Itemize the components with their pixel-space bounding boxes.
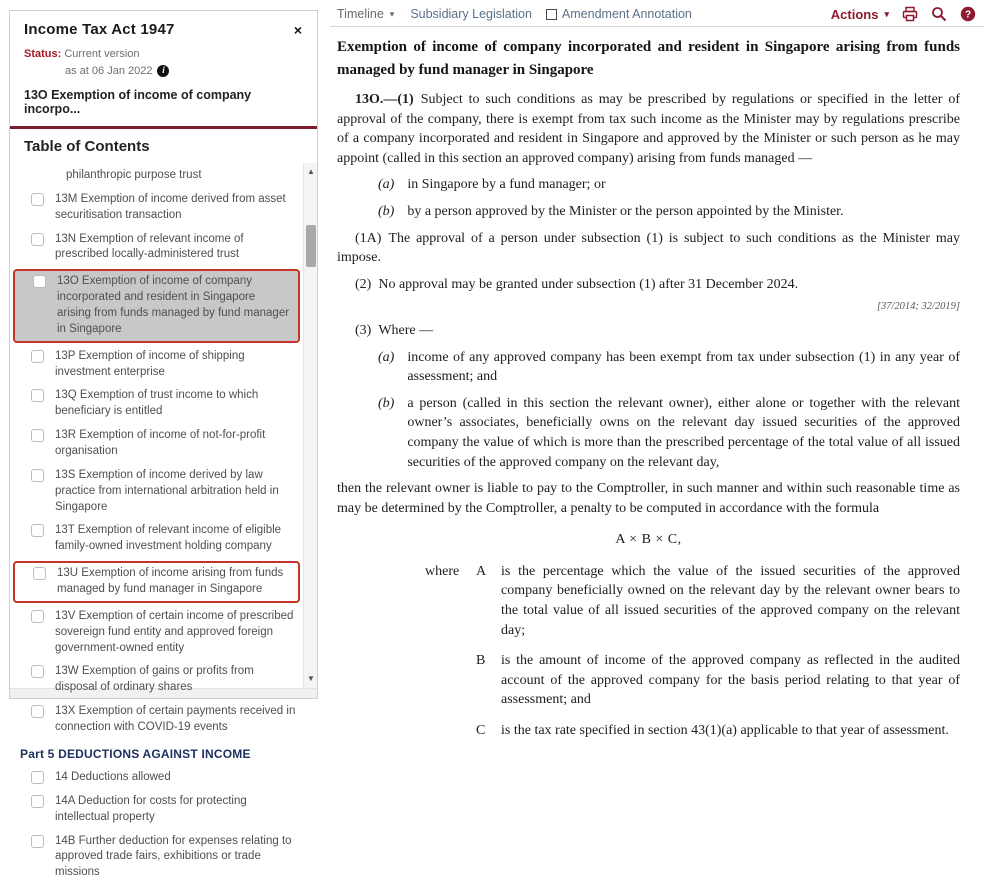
toc-item[interactable] — [10, 229, 303, 267]
print-icon[interactable] — [902, 6, 918, 22]
where-label — [425, 721, 467, 741]
scroll-up-icon[interactable]: ▲ — [307, 167, 315, 176]
doc-paragraph — [337, 275, 960, 295]
toc-title: Table of Contents — [24, 138, 150, 155]
doc-paragraph — [337, 229, 960, 268]
toc-item-checkbox[interactable] — [31, 610, 44, 623]
document-pane — [330, 0, 984, 739]
toc-item-checkbox[interactable] — [31, 233, 44, 246]
chevron-down-icon: ▾ — [389, 8, 395, 19]
timeline-dropdown[interactable] — [337, 7, 394, 21]
list-item-text: by a person approved by the Minister or the person appointed by the Minister. — [407, 203, 844, 219]
amendment-citation: [37/2014; 32/2019] — [876, 301, 960, 313]
toc-item-checkbox[interactable] — [31, 429, 44, 442]
definition-text: is the percentage which the value of the issued securities of the approved company beneficially owned on the relevant day by the relevant owner bears to the total value of all issued securities of the approved company on the relevant day; — [501, 563, 960, 638]
toc-item[interactable] — [10, 520, 303, 558]
toc-item-label: 13U Exemption of income arising from funds managed by fund manager in Singapore — [57, 567, 284, 596]
search-icon[interactable] — [931, 6, 947, 22]
paragraph-text: No approval may be granted under subsection (1) after 31 December 2024. — [378, 276, 799, 292]
toc-item-checkbox[interactable] — [31, 705, 44, 718]
toc-item[interactable] — [10, 425, 303, 463]
toc-item-checkbox[interactable] — [31, 350, 44, 363]
toc-item-label: 13R Exemption of income of not-for-profit organisation — [55, 429, 266, 458]
toc-item[interactable] — [10, 189, 303, 227]
definition-label: C — [476, 723, 486, 739]
close-icon[interactable]: × — [293, 22, 302, 38]
toc-item-checkbox[interactable] — [31, 665, 44, 678]
toc-item[interactable] — [10, 346, 303, 384]
toc-list — [10, 163, 303, 886]
toc-item[interactable] — [13, 561, 300, 603]
toc-item-checkbox[interactable] — [31, 389, 44, 402]
toc-item-checkbox[interactable] — [31, 795, 44, 808]
toc-panel — [9, 10, 318, 879]
toc-item-label: 13V Exemption of certain income of prescribed sovereign fund entity and approved foreign government-owned entity — [55, 609, 294, 654]
definition-label: A — [476, 563, 487, 579]
list-item-label: (b) — [378, 203, 395, 219]
toc-scroll-area — [10, 163, 317, 879]
paragraph-text: Subject to such conditions as may be prescribed by regulations or specified in the letter of approval of the company, there is exempt from tax such income as the Minister may by regulations prescribe of a company incorporated and resident in Singapore and approved by the Minister or such person as he may appoint (called in this section an approved company) arising from funds managed — — [337, 92, 960, 166]
list-item-text: in Singapore by a fund manager; or — [407, 177, 606, 193]
definition-label: B — [476, 653, 486, 669]
where-label: where — [425, 563, 460, 579]
list-item-label: (a) — [378, 349, 395, 365]
document-body — [330, 27, 984, 741]
toc-item-label: 14 Deductions allowed — [55, 770, 171, 783]
toc-part-header: Part 5 DEDUCTIONS AGAINST INCOME — [20, 746, 251, 761]
paragraph-text: The approval of a person under subsection (1) is subject to such conditions as the Minister may impose. — [337, 230, 960, 266]
toc-item-label: philanthropic purpose trust — [66, 169, 202, 181]
toc-item-checkbox[interactable] — [31, 771, 44, 784]
doc-list-item — [378, 202, 960, 222]
toc-panel-header — [10, 11, 317, 126]
section-heading: Exemption of income of company incorporated and resident in Singapore arising from funds managed by fund manager in Singapore — [337, 39, 960, 78]
paragraph-number: 13O. — [355, 92, 384, 107]
toc-item-label: 13W Exemption of gains or profits from disposal of ordinary shares — [55, 665, 254, 694]
doc-list-item — [378, 348, 960, 387]
chevron-down-icon: ▾ — [884, 8, 889, 19]
svg-text:?: ? — [964, 9, 972, 21]
definition-text: is the amount of income of the approved company as reflected in the audited account of the approved company for the basis period relating to that year of assessment; and — [501, 653, 960, 708]
toc-item-label: 13S Exemption of income derived by law practice from international arbitration held in Singapore — [55, 468, 279, 513]
scroll-down-icon[interactable]: ▼ — [307, 674, 315, 683]
toc-item[interactable] — [13, 269, 300, 342]
toc-item-checkbox[interactable] — [31, 193, 44, 206]
document-blocks — [337, 90, 960, 741]
toc-item-label: 13O Exemption of income of company incorporated and resident in Singapore arising from funds managed by fund manager in Singapore — [57, 275, 290, 335]
current-section-title: 13O Exemption of income of company incorpo... — [24, 88, 252, 116]
list-item-label: (a) — [378, 177, 395, 193]
amendment-annotation-checkbox[interactable] — [546, 9, 557, 20]
toc-item[interactable] — [10, 465, 303, 519]
toc-item[interactable] — [10, 661, 303, 699]
formula: A × B × C, — [615, 532, 682, 548]
toc-item-label: 13T Exemption of relevant income of eligible family-owned investment holding company — [55, 524, 282, 553]
scrollbar-thumb[interactable] — [306, 225, 316, 267]
amendment-annotation-toggle — [546, 7, 692, 21]
definition-text: is the tax rate specified in section 43(1)(a) applicable to that year of assessment. — [501, 723, 949, 739]
toc-item-label: 13M Exemption of income derived from asset securitisation transaction — [55, 192, 286, 221]
toc-item[interactable] — [10, 767, 303, 789]
paragraph-text: Where — — [378, 322, 434, 338]
toc-item-checkbox[interactable] — [33, 275, 46, 288]
doc-list-item — [378, 175, 960, 195]
toc-item-label: 13P Exemption of income of shipping investment enterprise — [55, 349, 245, 378]
list-item-text: income of any approved company has been exempt from tax under subsection (1) in any year of assessment; and — [407, 349, 960, 385]
where-label — [425, 651, 467, 710]
paragraph-number: (1A) — [355, 230, 382, 246]
toc-item-label: 13Q Exemption of trust income to which beneficiary is entitled — [55, 389, 259, 418]
toc-item-label: 13N Exemption of relevant income of prescribed locally-administered trust — [55, 232, 244, 261]
timeline-label: Timeline — [337, 7, 384, 21]
toc-scrollbar[interactable] — [303, 163, 317, 688]
actions-label: Actions — [830, 6, 879, 22]
status-label: Status: — [24, 48, 62, 60]
act-title: Income Tax Act 1947 — [24, 21, 175, 38]
toc-item-checkbox[interactable] — [31, 524, 44, 537]
subsidiary-legislation-link[interactable]: Subsidiary Legislation — [410, 7, 532, 21]
toc-item-checkbox[interactable] — [33, 567, 46, 580]
list-item-label: (b) — [378, 395, 395, 411]
where-definitions — [425, 562, 960, 741]
paragraph-number: (2) — [355, 276, 372, 292]
paragraph-number: (3) — [355, 322, 372, 338]
status-date: as at 06 Jan 2022 — [65, 64, 153, 77]
list-item-text: a person (called in this section the relevant owner), either alone or together with the relevant owner’s associates, beneficially owns on the relevant day issued securities of the approved company the value of which is more than the prescribed percentage of the total value of all issued securities of the approved company on the relevant day, — [407, 395, 960, 470]
help-icon[interactable] — [960, 6, 976, 22]
paragraph-number: —(1) — [383, 92, 414, 107]
toc-item[interactable] — [10, 831, 303, 885]
toc-item-label: 13X Exemption of certain payments received in connection with COVID-19 events — [55, 705, 296, 734]
doc-list-item — [378, 394, 960, 472]
toc-item-checkbox[interactable] — [31, 469, 44, 482]
info-icon[interactable]: i — [157, 65, 169, 77]
toc-item-label: 14B Further deduction for expenses relating to approved trade fairs, exhibitions or trade missions — [55, 834, 292, 879]
actions-dropdown[interactable] — [831, 7, 889, 22]
amendment-annotation-label: Amendment Annotation — [561, 7, 692, 21]
toc-item[interactable] — [10, 606, 303, 660]
status-value: Current version — [64, 48, 140, 60]
toc-item[interactable] — [10, 701, 303, 739]
doc-paragraph — [337, 90, 960, 168]
doc-paragraph: then the relevant owner is liable to pay to the Comptroller, in such manner and within such reasonable time as may be determined by the Comptroller, a penalty to be computed in accordance with the formula — [337, 481, 960, 516]
toc-item[interactable] — [10, 385, 303, 423]
doc-paragraph — [337, 321, 960, 341]
toc-item[interactable] — [10, 791, 303, 829]
toc-item-label: 14A Deduction for costs for protecting intellectual property — [55, 794, 247, 823]
toc-item-checkbox[interactable] — [31, 835, 44, 848]
toc-item[interactable] — [10, 165, 303, 187]
document-toolbar — [330, 0, 984, 27]
